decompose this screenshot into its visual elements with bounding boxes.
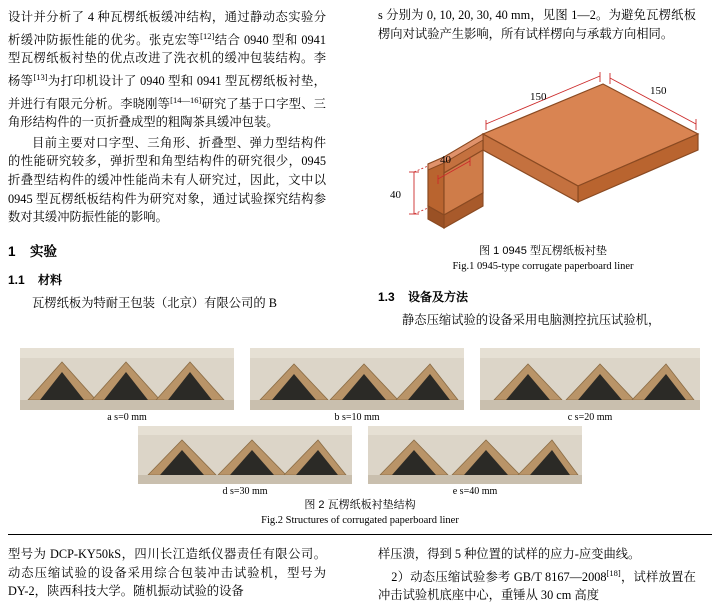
left-column	[8, 8, 326, 314]
method-paragraph: 静态压缩试验的设备采用电脑测控抗压试验机，	[402, 313, 661, 327]
figure-1-caption	[378, 244, 708, 274]
photo-e	[368, 426, 582, 484]
photo-a-svg	[20, 348, 234, 410]
photo-b	[250, 348, 464, 410]
horizontal-rule	[8, 534, 712, 535]
figure-1-image	[378, 46, 708, 276]
figure-2-caption	[8, 498, 712, 528]
figure-1-caption-cn: 图 1 0945 型瓦楞纸板衬垫	[479, 245, 607, 257]
dim-label-150-left: 150	[530, 91, 547, 103]
photo-b-label: b s=10 mm	[334, 412, 380, 423]
section-title: 实验	[30, 243, 57, 259]
photo-e-svg	[368, 426, 582, 484]
paragraph-2: 目前主要对口字型、三角形、折叠型、弹力型结构件的性能研究较多，弹折型和角型结构件的研究很少，0945 折叠型结构件的缓冲性能尚未有人研究过，因此，文中以 0945 型瓦楞纸板结构件为研究对象，通过试验探究结构参数对其缓冲防振性能的影响。	[8, 135, 326, 225]
photo-a-label: a s=0 mm	[107, 412, 147, 423]
dim-label-40-side: 40	[390, 189, 401, 201]
photo-c-label: c s=20 mm	[567, 412, 613, 423]
photo-d-svg	[138, 426, 352, 484]
liner-top-face	[483, 84, 698, 186]
figure-2-image	[8, 348, 712, 496]
dim-label-40-top: 40	[440, 154, 451, 166]
photo-d	[138, 426, 352, 484]
photo-a	[20, 348, 234, 410]
photo-c	[480, 348, 700, 410]
footer-right-text: 样压溃，得到 5 种位置的试样的应力-应变曲线。 2）动态压缩试验参考 GB/T 8167—2008[18]，试样放置在冲击试验机底座中心，重锤从 30 cm 高度	[378, 547, 696, 603]
subsection-number-13: 1.3	[378, 290, 395, 304]
subsection-title-13: 设备及方法	[408, 290, 469, 304]
figure-2-caption-cn: 图 2 瓦楞纸板衬垫结构	[304, 499, 416, 511]
footer-left-column	[8, 545, 326, 603]
section-number: 1	[8, 243, 16, 259]
subsection-number: 1.1	[8, 272, 25, 287]
right-column	[378, 0, 696, 45]
footer-left-text: 型号为 DCP-KY50kS，四川长江造纸仪器责任有限公司。动态压缩试验的设备采用综合包装冲击试验机，型号为 DY-2，陕西科技大学。随机振动试验的设备	[8, 547, 326, 599]
paragraph-right-1: s 分别为 0, 10, 20, 30, 40 mm，见图 1—2。为避免瓦楞纸板楞向对试验产生影响，所有试样楞向与承载方向相同。	[378, 8, 696, 41]
figure-2-caption-en: Fig.2 Structures of corrugated paperboard liner	[261, 515, 459, 526]
photo-c-svg	[480, 348, 700, 410]
figure-1-svg	[378, 46, 708, 276]
photo-b-svg	[250, 348, 464, 410]
photo-d-label: d s=30 mm	[222, 486, 268, 497]
subsection-heading-1-3	[378, 288, 696, 305]
ref-18: [18]	[606, 567, 621, 578]
subsection-title: 材料	[38, 272, 63, 287]
subsection-heading-1-1	[8, 271, 326, 288]
right-column-lower	[378, 288, 696, 332]
ref-14-16: [14—16]	[170, 94, 202, 105]
section-heading-1	[8, 240, 326, 260]
dim-label-150-right: 150	[650, 85, 667, 97]
material-paragraph: 瓦楞纸板为特耐王包装（北京）有限公司的 B	[32, 295, 277, 310]
photo-e-label: e s=40 mm	[452, 486, 498, 497]
ref-12: [12]	[200, 30, 215, 41]
figure-1-caption-en: Fig.1 0945-type corrugate paperboard liner	[452, 261, 634, 272]
footer-right-column	[378, 545, 696, 607]
paragraph-1: 设计并分析了 4 种瓦楞纸板缓冲结构，通过静动态实验分析缓冲防振性能的优劣。张克宏等[12]结合 0940 型和 0941 型瓦楞纸板衬垫的优点改进了洗衣机的缓冲包装结构。李杨等[13]为打印机设计了 0940 型和 0941 型瓦楞纸板衬垫，并进行有限元分析。李晓刚等[14—16]研究了基于口字型、三角形结构件的一页折叠成型的粗陶茶具缓冲包装。	[8, 10, 326, 130]
ref-13: [13]	[33, 71, 48, 82]
